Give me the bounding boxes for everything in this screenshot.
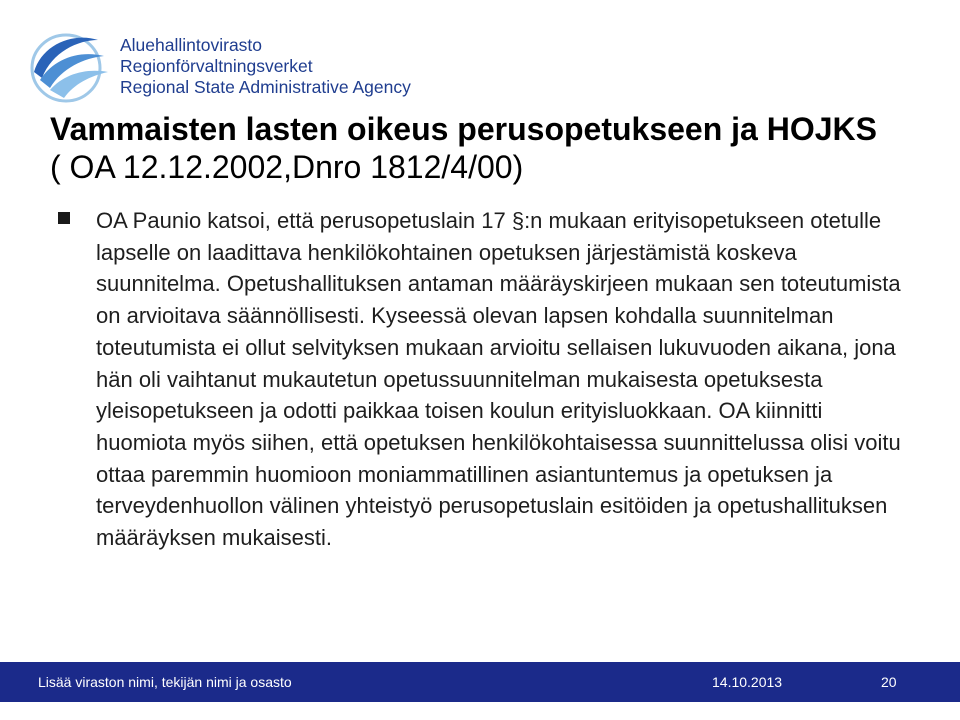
footer-page-number: 20 [881,674,897,690]
agency-swoosh-logo [28,28,114,104]
slide-title-reference: ( OA 12.12.2002,Dnro 1812/4/00) [50,149,524,185]
slide-title-main: Vammaisten lasten oikeus perusopetukseen ja HOJKS [50,111,877,147]
agency-name-swedish: Regionförvaltningsverket [120,56,313,76]
slide-footer [0,662,960,702]
slide-body [58,205,903,554]
footer-agency-info: Lisää viraston nimi, tekijän nimi ja osasto [38,674,292,690]
agency-name-finnish: Aluehallintovirasto [120,35,263,55]
slide-title [50,110,930,186]
agency-name-english: Regional State Administrative Agency [120,77,411,97]
footer-date: 14.10.2013 [712,674,783,690]
agency-name-block [120,35,411,98]
bullet-paragraph: OA Paunio katsoi, että perusopetuslain 17 §:n mukaan erityisopetukseen otetulle lapselle on laadittava henkilökohtainen opetuksen järjestämistä koskeva suunnitelma. Opetushallituksen antaman määräyskirjeen mukaan sen toteutumista on arvioitava säännöllisesti. Kyseessä olevan lapsen kohdalla suunnitelman toteutumista ei ollut selvityksen mukaan arvioitu sellaisen lukuvuoden aikana, jona hän oli vaihtanut mukautetun opetussuunnitelman mukaisesta opetuksesta yleisopetukseen ja odotti paikkaa toisen koulun erityisluokkaan. OA kiinnitti huomiota myös siihen, että opetuksen henkilökohtaisessa suunnittelussa olisi voitu ottaa paremmin huomioon moniammatillinen asiantuntemus ja opetuksen ja terveydenhuollon välinen yhteistyö perusopetuslain esitöiden ja opetushallituksen määräyksen mukaisesti. [96,208,901,551]
square-bullet-icon [58,212,70,224]
